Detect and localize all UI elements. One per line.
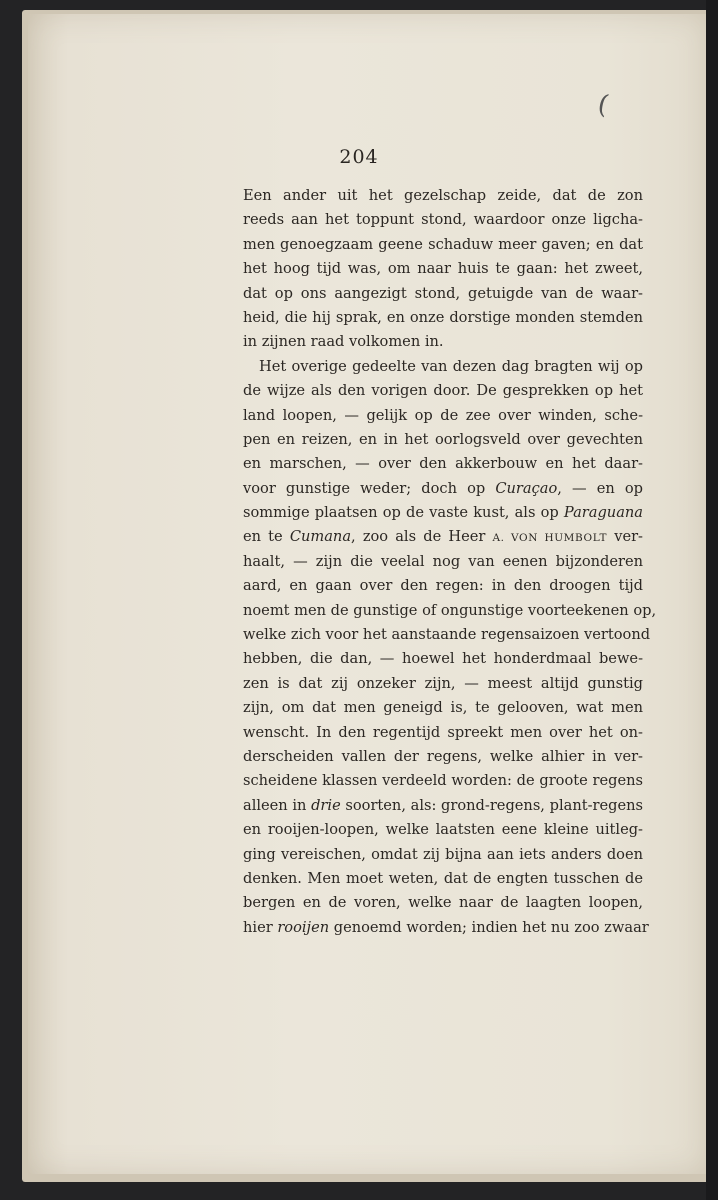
text-line: het hoog tijd was, om naar huis te gaan: het zweet, [243, 260, 643, 278]
text-line: hebben, die dan, — hoewel het honderdmaal bewe- [243, 650, 643, 668]
text-line: alleen in drie soorten, als: grond-regens, plant-regens [243, 796, 643, 814]
emphasis-rooijen: rooijen [277, 918, 330, 936]
text-line: denken. Men moet weten, dat de engten tusschen de [243, 869, 643, 887]
text-line: derscheiden vallen der regens, welke alhier in ver- [243, 747, 643, 765]
text-line: sommige plaatsen op de vaste kust, als op Paraguana [243, 504, 643, 522]
text-line: wenscht. In den regentijd spreekt men over het on- [243, 723, 643, 741]
text-line: land loopen, — gelijk op de zee over winden, sche- [243, 406, 643, 424]
place-name-paraguana: Paraguana [563, 504, 643, 522]
author-name: A. VON HUMBOLT [492, 532, 608, 545]
text-line: scheidene klassen verdeeld worden: de groote regens [243, 772, 643, 790]
text-line: noemt men de gunstige of ongunstige voorteekenen op, [243, 601, 657, 619]
text-line: zen is dat zij onzeker zijn, — meest altijd gunstig [243, 674, 643, 692]
place-name-cumana: Cumana [289, 528, 352, 546]
text-line: zijn, om dat men geneigd is, te gelooven, wat men [243, 699, 643, 717]
text-line: dat op ons aangezigt stond, getuigde van de waar- [243, 284, 643, 302]
body-text [243, 184, 657, 940]
place-name-curacao: Curaçao [495, 479, 558, 497]
text-line: haalt, — zijn die veelal nog van eenen bijzonderen [243, 552, 643, 570]
text-line: en rooijen-loopen, welke laatsten eene kleine uitleg- [243, 821, 643, 839]
text-line: de wijze als den vorigen door. De gesprekken op het [243, 382, 643, 400]
page-number: 204 [339, 146, 379, 168]
text-line: welke zich voor het aanstaande regensaizoen vertoond [243, 626, 651, 644]
text-line: reeds aan het toppunt stond, waardoor onze ligcha- [243, 211, 643, 229]
text-line: en te Cumana, zoo als de Heer A. VON HUMBOLT ver- [243, 528, 643, 546]
text-line: aard, en gaan over den regen: in den droogen tijd [243, 577, 643, 595]
paragraph-start-line: Het overige gedeelte van dezen dag bragten wij op [259, 357, 643, 375]
text-line: hier rooijen genoemd worden; indien het nu zoo zwaar [243, 918, 649, 936]
text-line: bergen en de voren, welke naar de laagten loopen, [243, 894, 643, 912]
text-line: voor gunstige weder; doch op Curaçao, — en op [243, 479, 643, 497]
text-line: heid, die hij sprak, en onze dorstige monden stemden [243, 308, 643, 326]
emphasis-drie: drie [311, 796, 341, 814]
text-line: pen en reizen, en in het oorlogsveld over gevechten [243, 430, 643, 448]
pencil-mark-icon: ( [594, 89, 612, 121]
text-line: men genoegzaam geene schaduw meer gaven; en dat [243, 235, 643, 253]
text-line: en marschen, — over den akkerbouw en het daar- [243, 455, 643, 473]
text-line: in zijnen raad volkomen in. [243, 333, 444, 351]
text-line: ging vereischen, omdat zij bijna aan iets anders doen [243, 845, 643, 863]
scanner-edge [706, 0, 718, 1200]
text-line: Een ander uit het gezelschap zeide, dat de zon [243, 187, 643, 204]
